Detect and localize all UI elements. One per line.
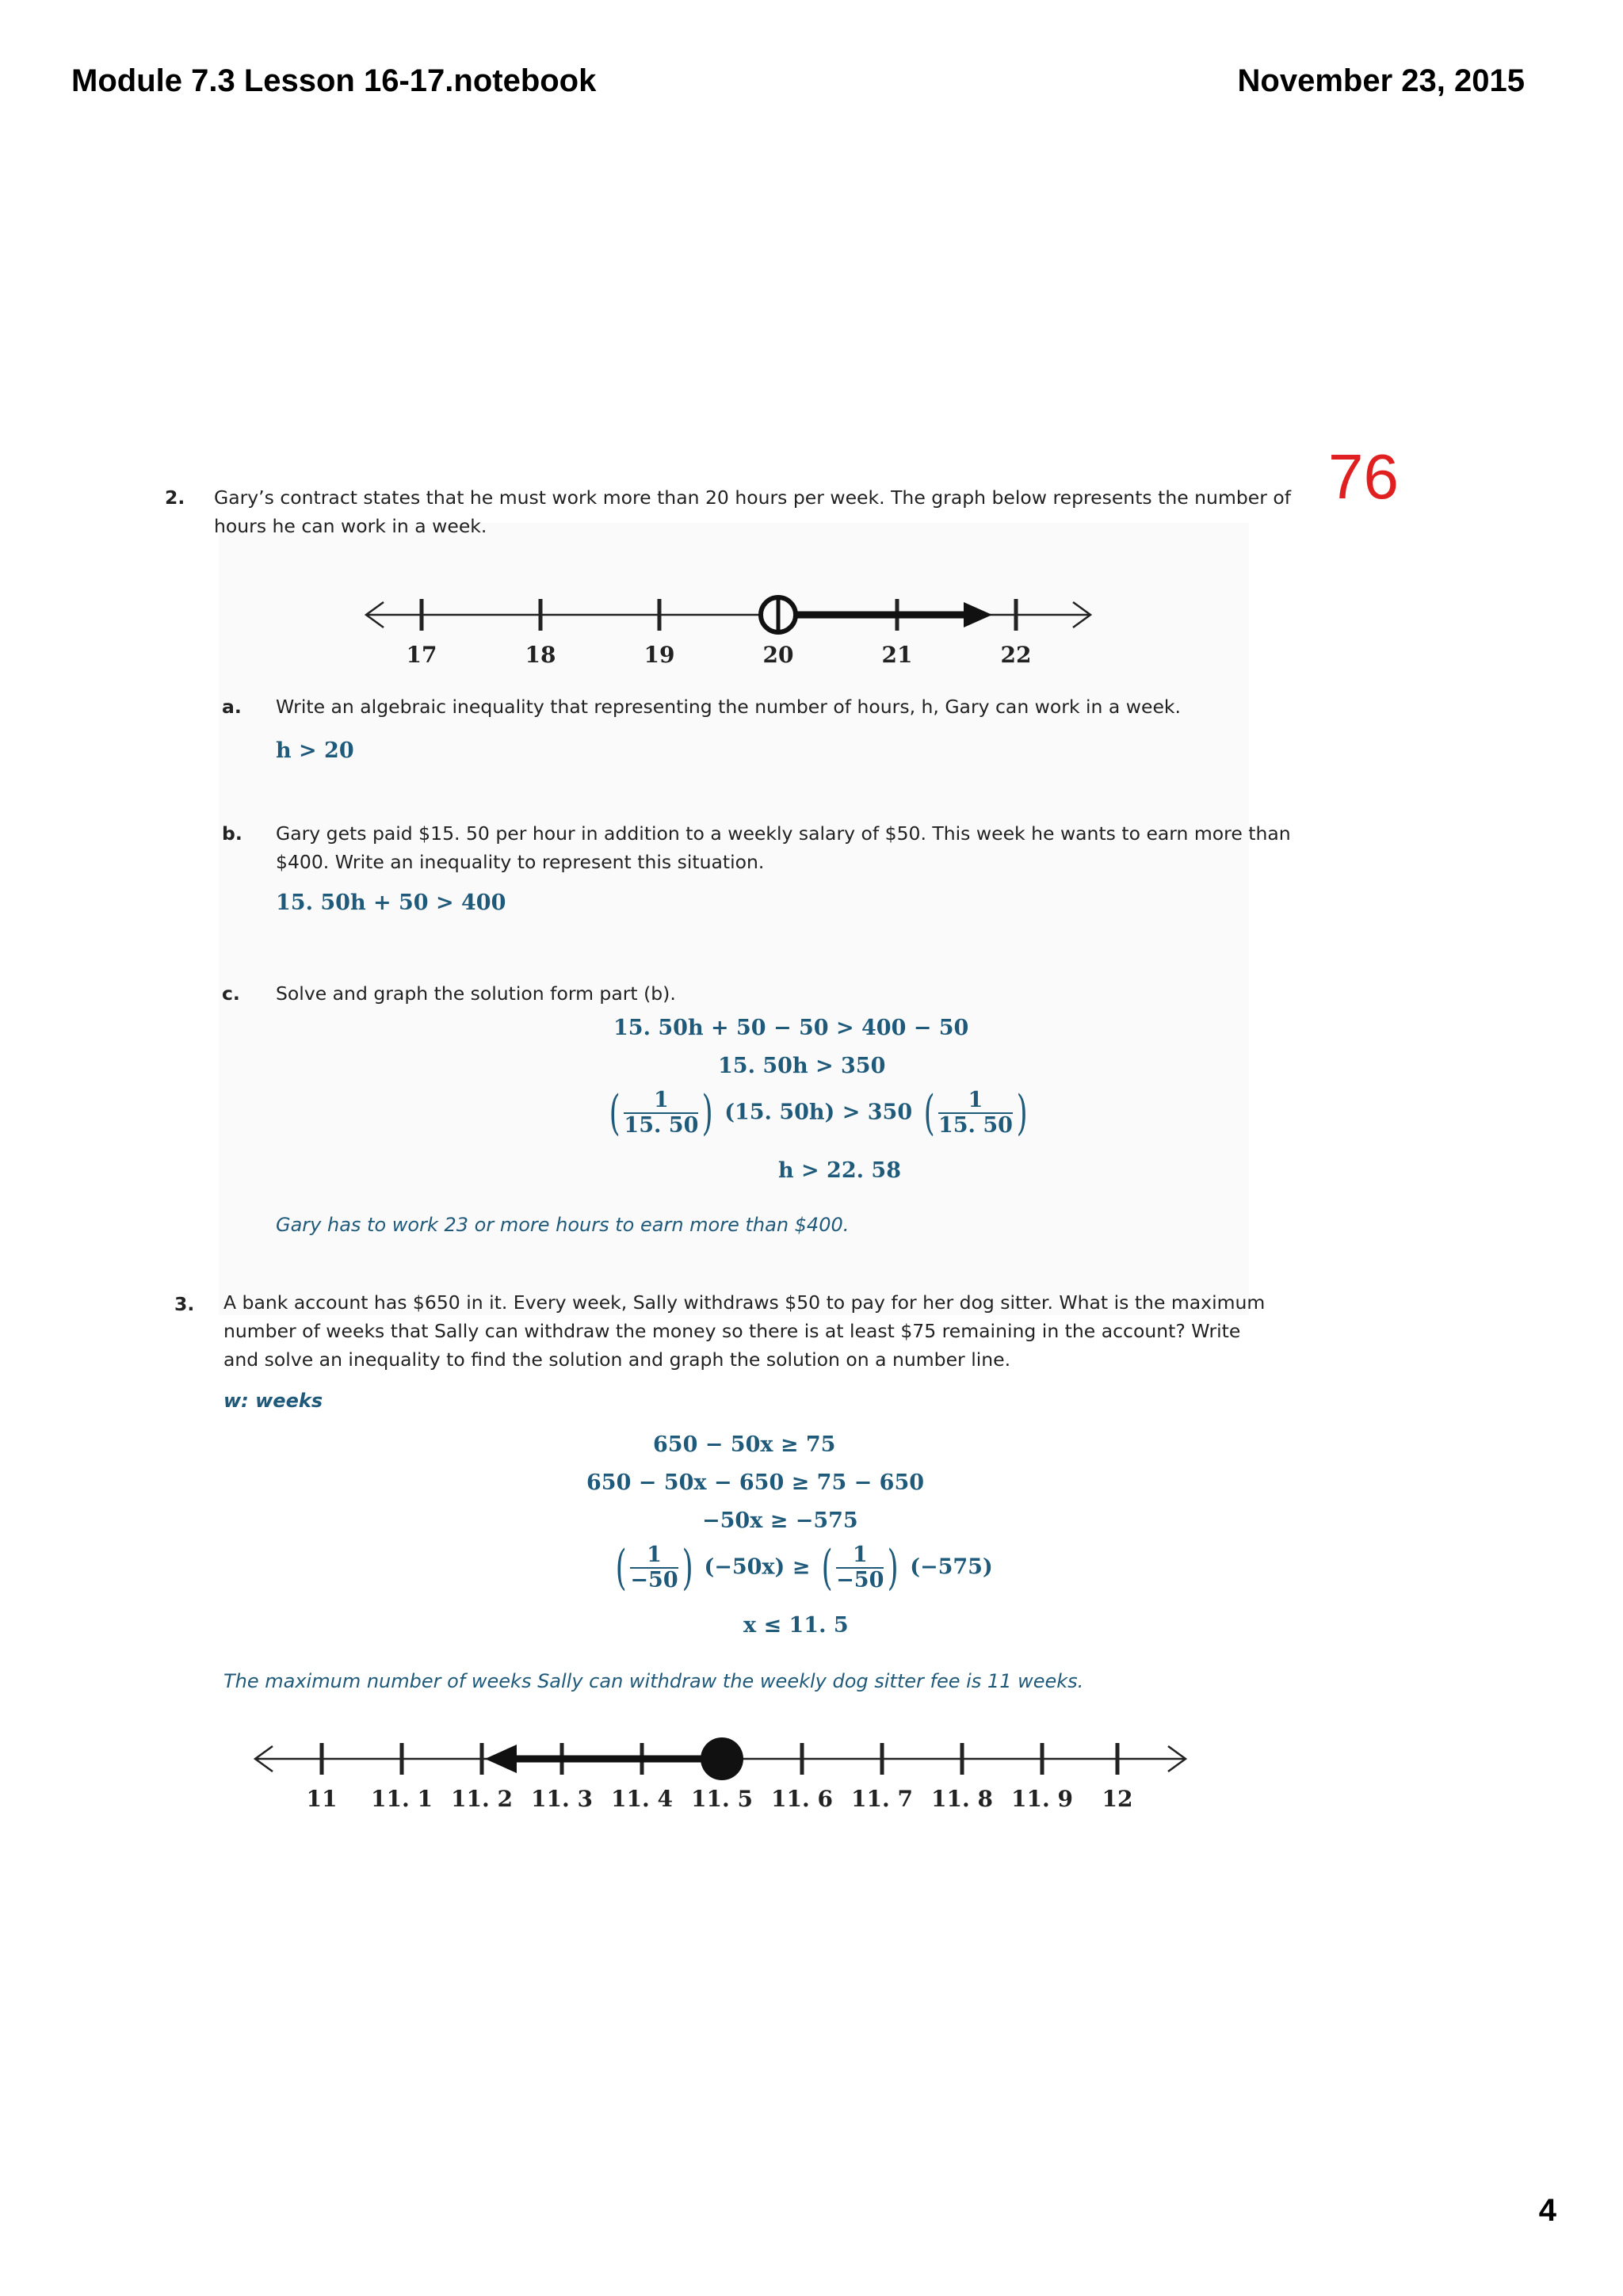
tick-label: 11. 8: [931, 1786, 993, 1812]
tick-label: 11. 9: [1011, 1786, 1073, 1812]
part-a-label: a.: [222, 696, 242, 718]
tick-label: 11: [306, 1786, 338, 1812]
part-c-label: c.: [222, 982, 240, 1005]
variable-definition: w: weeks: [223, 1390, 323, 1412]
step-3-3: −50x ≥ −575: [702, 1508, 858, 1533]
part-b-question: Gary gets paid $15. 50 per hour in addition to a weekly salary of $50. This week he wants to earn more than $400. Write an inequality to represent this situation.: [276, 822, 1291, 873]
step-3-5: x ≤ 11. 5: [743, 1613, 849, 1638]
tick-label: 18: [525, 642, 556, 666]
fraction: $\frac{1}{15. 50}$: [624, 1088, 699, 1138]
problem-2-prompt: Gary’s contract states that he must work more than 20 hours per week. The graph below represents the number of hours he can work in a week.: [214, 486, 1291, 537]
step-3-1: 650 − 50x ≥ 75: [653, 1432, 836, 1457]
problem-2-number: 2.: [165, 486, 185, 509]
notebook-title: Module 7.3 Lesson 16-17.notebook: [71, 63, 597, 98]
tick-label: 11. 7: [851, 1786, 913, 1812]
part-a-question: Write an algebraic inequality that representing the number of hours, h, Gary can work in a week.: [276, 696, 1181, 718]
solution-arrow-icon: [485, 1745, 517, 1773]
fraction: $\frac{1}{-50}$: [836, 1543, 884, 1592]
problem-3-conclusion: The maximum number of weeks Sally can withdraw the weekly dog sitter fee is 11 weeks.: [223, 1670, 1084, 1692]
step-2c-1: 15. 50h + 50 − 50 > 400 − 50: [613, 1016, 969, 1040]
part-b-label: b.: [222, 822, 242, 845]
tick-label: 20: [762, 642, 794, 666]
solution-arrow-icon: [964, 602, 992, 627]
part-b-answer: 15. 50h + 50 > 400: [276, 891, 506, 915]
tick-label: 11. 1: [371, 1786, 433, 1812]
problem-3-prompt: A bank account has $650 in it. Every week, Sally withdraws $50 to pay for her dog sitter. What is the maximum number of weeks that Sally can withdraw the money so there is at least $75 remaining in the account? Write and solve an inequality to find the solution and graph the solution on a number line.: [223, 1291, 1266, 1371]
part-c-question: Solve and graph the solution form part (b).: [276, 982, 676, 1005]
step-3-4: ( $\frac{1}{-50}$ ) (−50x) ≥ ( $\frac{1}{-50}$ ) (−575): [615, 1540, 993, 1596]
step-3-2: 650 − 50x − 650 ≥ 75 − 650: [586, 1470, 925, 1495]
tick-label: 21: [881, 642, 913, 666]
tick-label: 11. 4: [611, 1786, 673, 1812]
tick-label: 12: [1102, 1786, 1133, 1812]
closed-circle-point: [701, 1737, 743, 1780]
problem-3-number: 3.: [174, 1293, 195, 1315]
tick-label: 19: [643, 642, 675, 666]
part-c-conclusion: Gary has to work 23 or more hours to earn more than $400.: [276, 1214, 850, 1236]
fraction: $\frac{1}{15. 50}$: [938, 1088, 1013, 1138]
step-2c-4: h > 22. 58: [778, 1158, 901, 1183]
tick-label: 17: [406, 642, 437, 666]
number-line-problem-2: [361, 578, 1106, 666]
tick-label: 11. 6: [771, 1786, 833, 1812]
notebook-date: November 23, 2015: [1237, 63, 1525, 98]
number-line-problem-3: [250, 1727, 1201, 1814]
step-2c-3: ( $\frac{1}{15. 50}$ ) (15. 50h) > 350 ( $\frac{1}{15. 50}$ ): [609, 1085, 1028, 1141]
part-a-answer: h > 20: [276, 738, 354, 763]
fraction: $\frac{1}{-50}$: [630, 1543, 678, 1592]
page-number: 4: [1538, 2193, 1556, 2228]
tick-label: 22: [1000, 642, 1032, 666]
step-2c-2: 15. 50h > 350: [718, 1054, 886, 1078]
tick-label: 11. 2: [451, 1786, 513, 1812]
tick-label: 11. 5: [691, 1786, 753, 1812]
handwritten-page-mark: 76: [1328, 441, 1399, 512]
tick-label: 11. 3: [531, 1786, 593, 1812]
